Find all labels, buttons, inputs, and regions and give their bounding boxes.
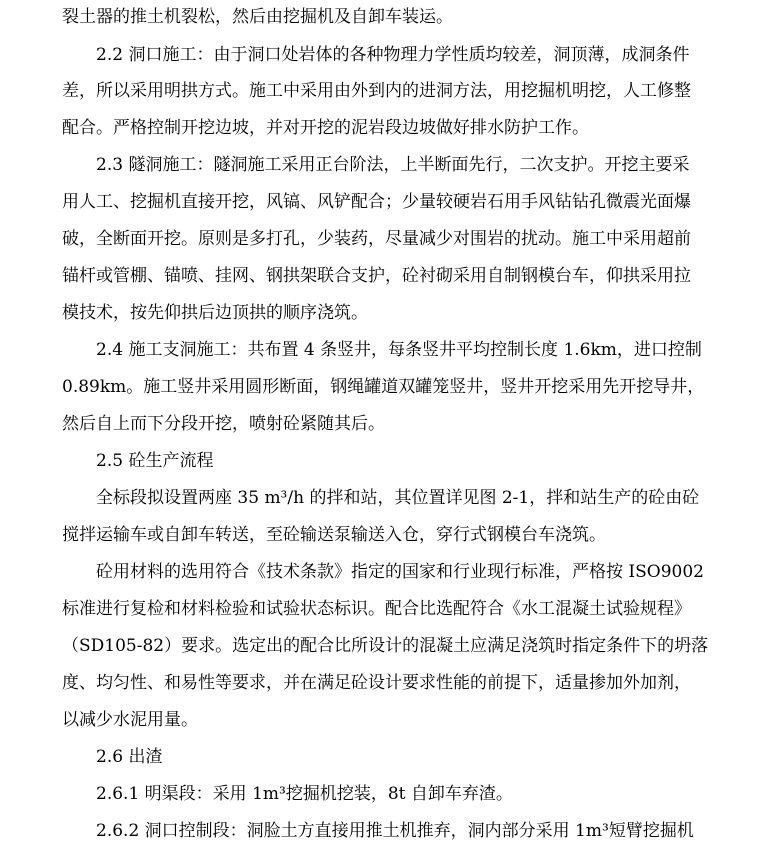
text-line-10: 2.4 施工支洞施工：共布置 4 条竖井，每条竖井平均控制长度 1.6km，进口控制 [96, 340, 702, 360]
text-line-9: 模技术，按先仰拱后边顶拱的顺序浇筑。 [62, 303, 368, 323]
text-line-3: 差，所以采用明拱方式。施工中采用由外到内的进洞方法，用挖掘机明挖，人工修整 [62, 81, 691, 101]
section-heading-2-5: 2.5 砼生产流程 [96, 451, 214, 471]
text-line-5: 2.3 隧洞施工：隧洞施工采用正台阶法，上半断面先行，二次支护。开挖主要采 [96, 155, 690, 175]
section-heading-2-6: 2.6 出渣 [96, 747, 163, 767]
text-line-12: 然后自上而下分段开挖，喷射砼紧随其后。 [62, 414, 385, 434]
text-line-22: 2.6.1 明渠段：采用 1m³挖掘机挖装，8t 自卸车弃渣。 [96, 784, 513, 804]
text-line-19: 度、均匀性、和易性等要求，并在满足砼设计要求性能的前提下，适量掺加外加剂， [62, 673, 691, 693]
text-line-2: 2.2 洞口施工：由于洞口处岩体的各种物理力学性质均较差，洞顶薄，成洞条件 [96, 45, 690, 65]
text-line-4: 配合。严格控制开挖边坡，并对开挖的泥岩段边坡做好排水防护工作。 [62, 118, 589, 138]
text-line-16: 砼用材料的选用符合《技术条款》指定的国家和行业现行标准，严格按 ISO9002 [96, 562, 704, 582]
text-line-17: 标准进行复检和材料检验和试验状态标识。配合比选配符合《水工混凝土试验规程》 [62, 599, 691, 619]
text-line-7: 破，全断面开挖。原则是多打孔，少装药，尽量减少对围岩的扰动。施工中采用超前 [62, 229, 691, 249]
text-line-6: 用人工、挖掘机直接开挖，风镐、风铲配合；少量较硬岩石用手风钻钻孔微震光面爆 [62, 192, 691, 212]
text-line-11: 0.89km。施工竖井采用圆形断面，钢绳罐道双罐笼竖井，竖井开挖采用先开挖导井， [62, 377, 705, 397]
text-line-20: 以减少水泥用量。 [62, 710, 198, 730]
text-line-1: 裂土器的推土机裂松，然后由挖掘机及自卸车装运。 [62, 7, 453, 27]
text-line-14: 全标段拟设置两座 35 m³/h 的拌和站，其位置详见图 2-1，拌和站生产的砼由砼 [96, 488, 700, 508]
text-line-15: 搅拌运输车或自卸车转送，至砼输送泵输送入仓，穿行式钢模台车浇筑。 [62, 525, 606, 545]
text-line-23: 2.6.2 洞口控制段：洞脸土方直接用推土机推弃，洞内部分采用 1m³短臂挖掘机 [96, 821, 694, 841]
text-line-8: 锚杆或管棚、锚喷、挂网、钢拱架联合支护，砼衬砌采用自制钢模台车，仰拱采用拉 [62, 266, 691, 286]
text-line-18: （SD105-82）要求。选定出的配合比所设计的混凝土应满足浇筑时指定条件下的坍落 [62, 636, 709, 656]
